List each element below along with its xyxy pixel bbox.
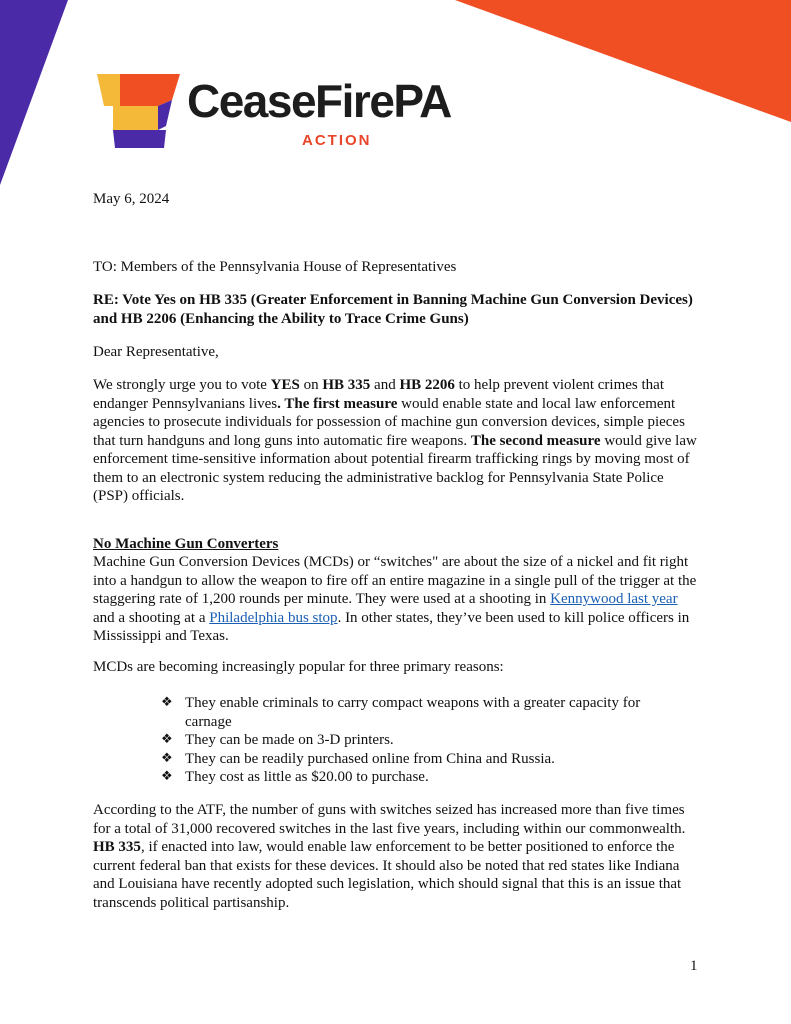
letter-subject: RE: Vote Yes on HB 335 (Greater Enforcement in Banning Machine Gun Conversion Devices) and HB 2206 (Enhancing the Ability to Trace Crime Guns) (93, 292, 693, 327)
intro-paragraph: We strongly urge you to vote YES on HB 335 and HB 2206 to help prevent violent crimes that endanger Pennsylvanians lives. The first measure would enable state and local law enforcement agencies to prosecute individuals for possession of machine gun conversion devices, simple pieces that turn handguns and long guns into automatic fire weapons. The second measure would give law enforcement time-sensitive information about potential firearm trafficking rings by moving most of them to an electronic system reducing the administrative backlog for Pennsylvania State Police (PSP) officials. (93, 377, 697, 504)
letter-recipient: TO: Members of the Pennsylvania House of Representatives (93, 259, 457, 275)
reasons-intro: MCDs are becoming increasingly popular for three primary reasons: (93, 659, 504, 675)
philadelphia-bus-stop-link: Philadelphia bus stop (209, 609, 338, 626)
brand-tagline: ACTION (302, 132, 372, 149)
diamond-bullet-icon: ❖ (161, 695, 173, 710)
atf-paragraph: According to the ATF, the number of guns with switches seized has increased more than five times for a total of 31,000 recovered switches in the last five years, including within our commonwealth. HB 335, if enacted into law, would enable law enforcement to be better positioned to enforce the current federal ban that exists for these devices. It should also be noted that red states like Indiana and Louisiana have recently adopted such legislation, which should signal that this is an issue that transcends political partisanship. (93, 802, 686, 911)
list-item: ❖ They can be made on 3-D printers. (161, 732, 394, 748)
list-item: ❖ They can be readily purchased online from China and Russia. (161, 750, 555, 767)
letter-date: May 6, 2024 (93, 191, 170, 207)
brand-name: CeaseFirePA (187, 75, 451, 127)
diamond-bullet-icon: ❖ (161, 750, 173, 766)
diamond-bullet-icon: ❖ (161, 732, 173, 747)
reasons-list (161, 694, 661, 787)
list-item: ❖ They enable criminals to carry compact weapons with a greater capacity for carnage (161, 695, 641, 730)
keystone-logo-icon (94, 70, 184, 152)
list-item: ❖ They cost as little as $20.00 to purchase. (161, 769, 429, 785)
page-number: 1 (690, 958, 698, 974)
mcd-paragraph: Machine Gun Conversion Devices (MCDs) or “switches" are about the size of a nickel and fit right into a handgun to allow the weapon to fire off an entire magazine in a single pull of the trigger at the staggering rate of 1,200 rounds per minute. They were used at a shooting in Kennywood last year and a shooting at a Philadelphia bus stop. In other states, they’ve been used to kill police officers in Mississippi and Texas. (93, 554, 697, 644)
salutation: Dear Representative, (93, 344, 219, 360)
kennywood-link[interactable]: Kennywood last year (550, 591, 678, 607)
corner-purple-shape (0, 0, 80, 190)
section-heading-machine-gun-converters: No Machine Gun Converters (93, 536, 279, 552)
corner-orange-shape (455, 0, 791, 125)
diamond-bullet-icon: ❖ (161, 769, 173, 784)
